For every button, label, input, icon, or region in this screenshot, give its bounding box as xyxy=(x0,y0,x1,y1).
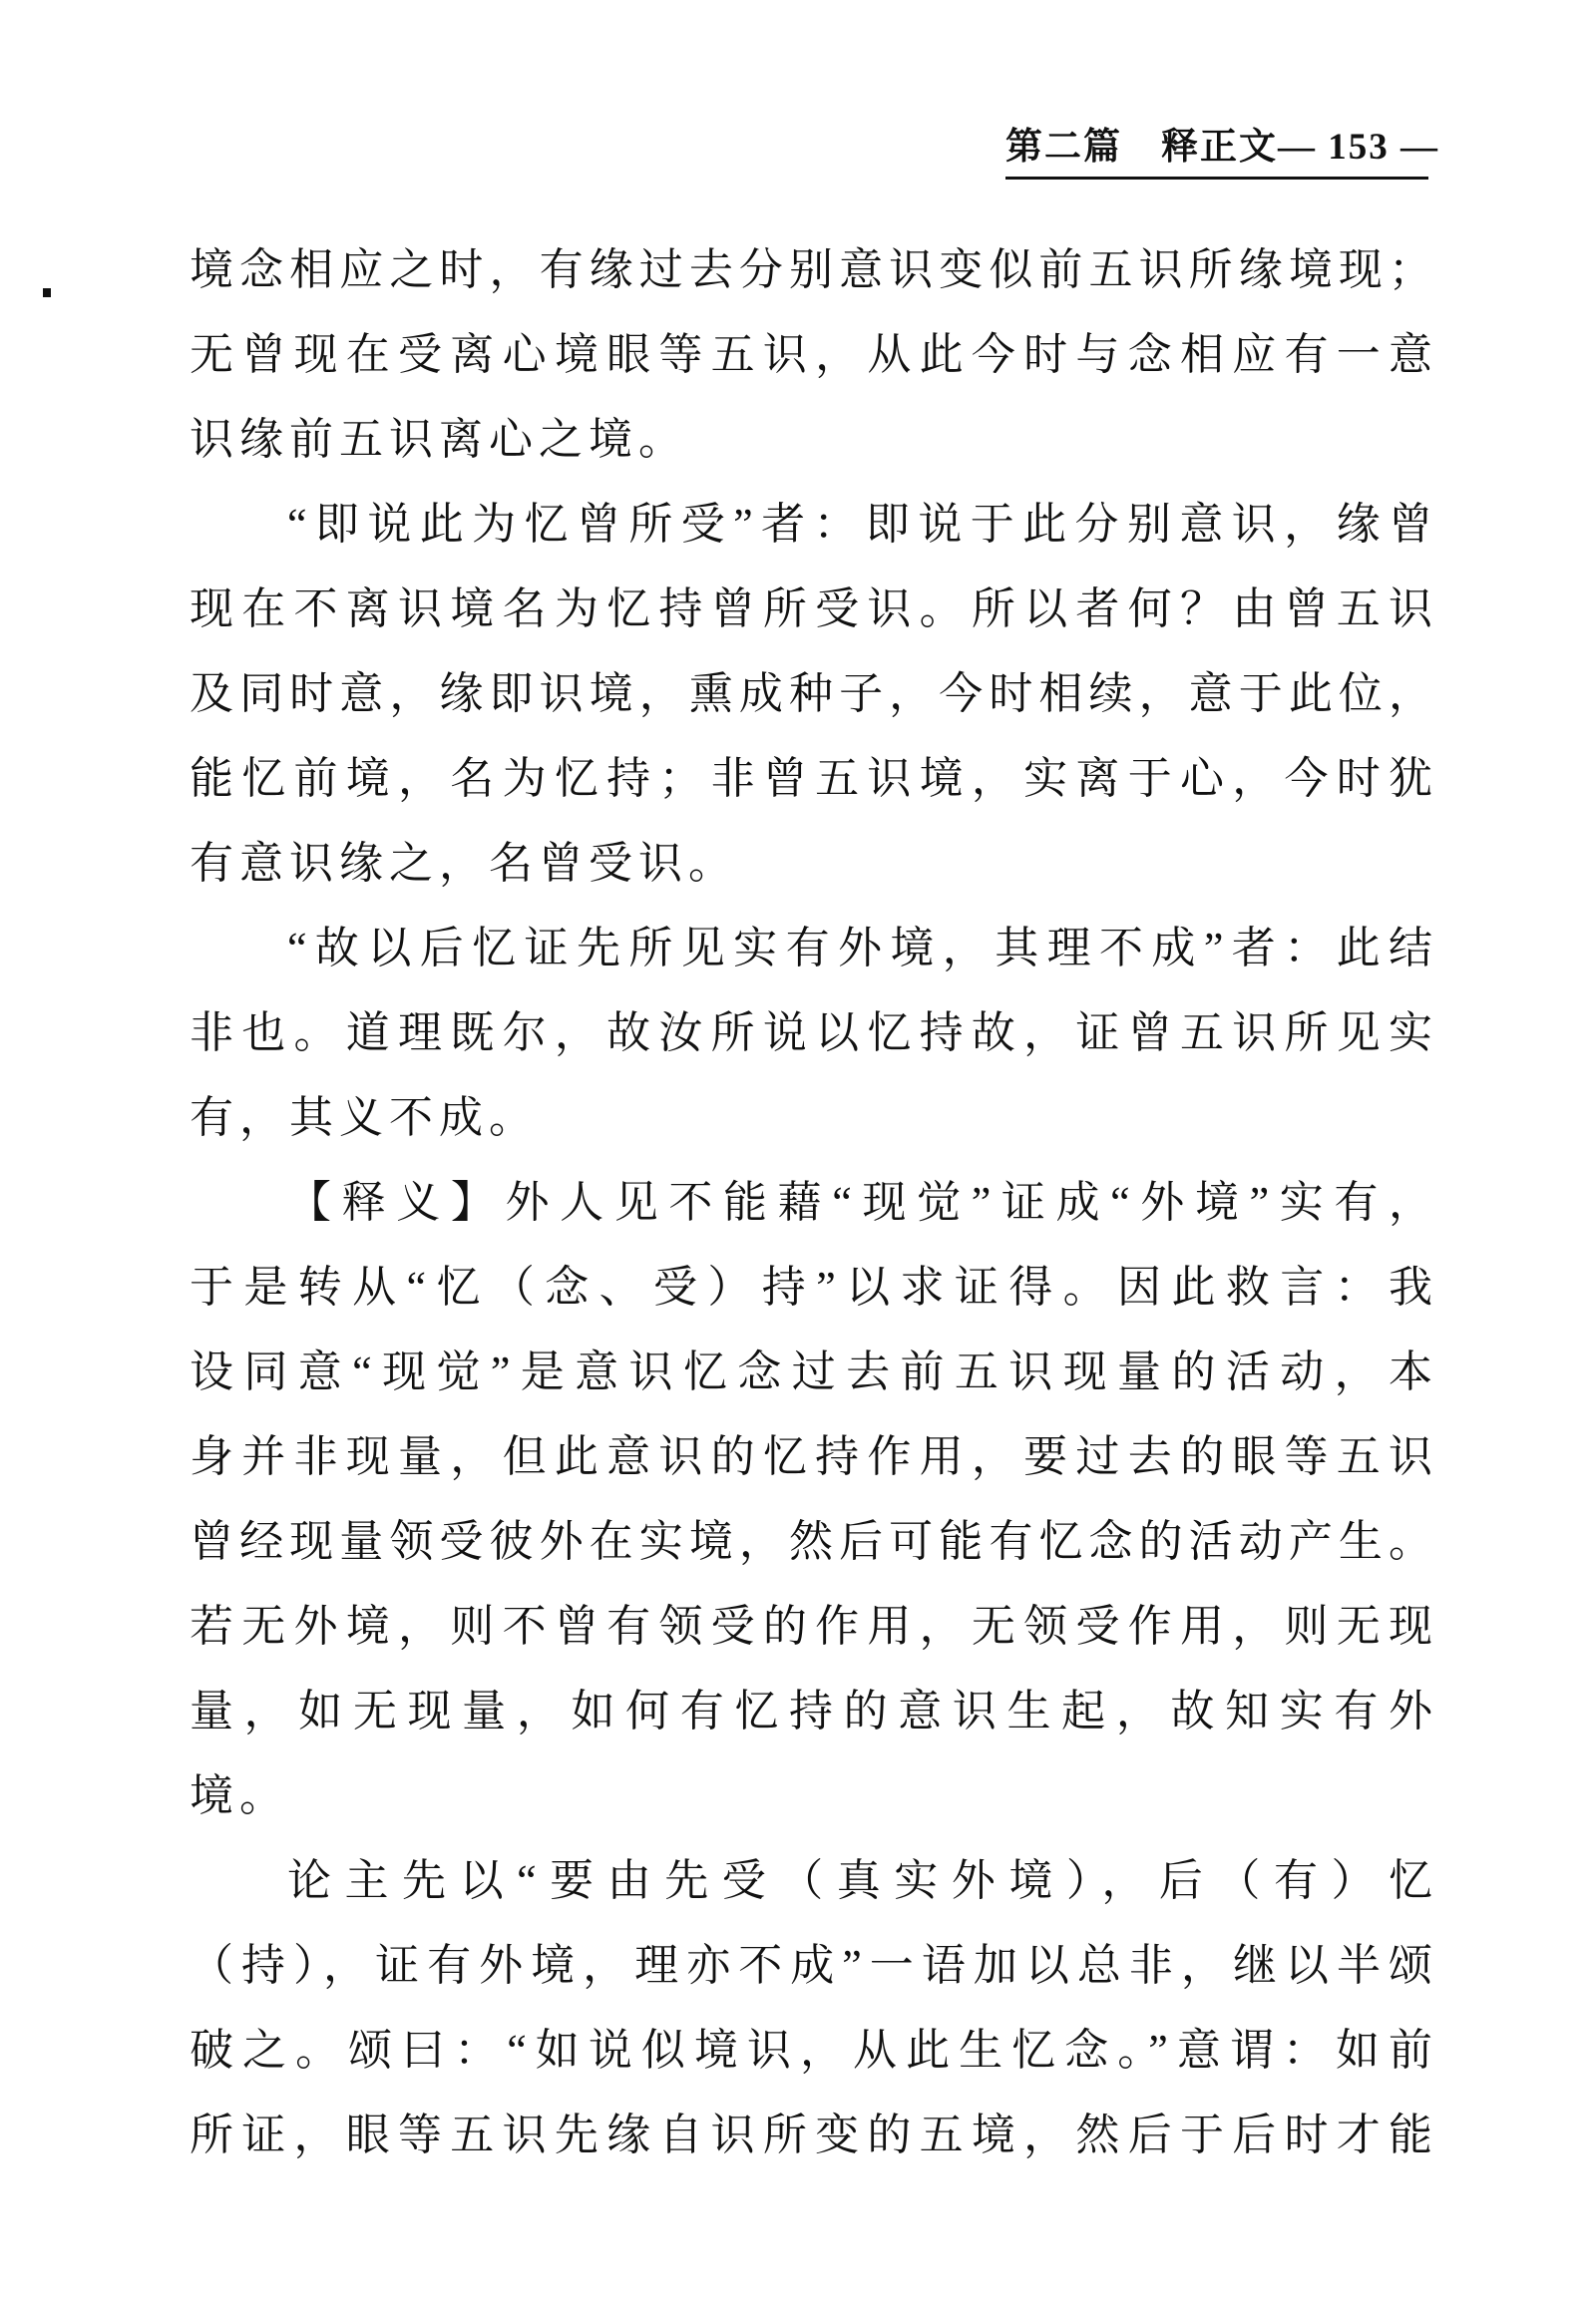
text-line: 【释义】外人见不能藉“现觉”证成“外境”实有， xyxy=(287,1178,1438,1227)
text-line: “故以后忆证先所见实有外境，其理不成”者：此结 xyxy=(287,924,1438,972)
text-line: 有意识缘之，名曾受识。 xyxy=(190,839,738,888)
text-line: 量，如无现量，如何有忆持的意识生起，故知实有外 xyxy=(190,1687,1438,1735)
text-line: 所证，眼等五识先缘自识所变的五境，然后于后时才能 xyxy=(190,2111,1438,2159)
page-body xyxy=(190,227,1438,2177)
text-line: 破之。颂曰：“如说似境识，从此生忆念。”意谓：如前 xyxy=(190,2026,1438,2075)
text-line: 现在不离识境名为忆持曾所受识。所以者何？由曾五识 xyxy=(190,584,1438,633)
text-line: 能忆前境，名为忆持；非曾五识境，实离于心，今时犹 xyxy=(190,754,1438,803)
text-line: 曾经现量领受彼外在实境，然后可能有忆念的活动产生。 xyxy=(190,1517,1438,1566)
text-line: 论主先以“要由先受（真实外境），后（有）忆 xyxy=(287,1856,1438,1905)
text-line: 识缘前五识离心之境。 xyxy=(190,415,688,464)
text-line: 于是转从“忆（念、受）持”以求证得。因此救言：我 xyxy=(190,1263,1438,1312)
text-line: 及同时意，缘即识境，熏成种子，今时相续，意于此位， xyxy=(190,669,1438,718)
text-line: 若无外境，则不曾有领受的作用，无领受作用，则无现 xyxy=(190,1602,1438,1651)
text-line: 非也。道理既尔，故汝所说以忆持故，证曾五识所见实 xyxy=(190,1008,1438,1057)
text-line: 无曾现在受离心境眼等五识，从此今时与念相应有一意 xyxy=(190,330,1438,379)
page-header: 第二篇 释正文— 153 — xyxy=(1005,128,1428,180)
text-line: 境念相应之时，有缘过去分别意识变似前五识所缘境现； xyxy=(190,245,1438,294)
text-line: 身并非现量，但此意识的忆持作用，要过去的眼等五识 xyxy=(190,1432,1438,1481)
text-line: 设同意“现觉”是意识忆念过去前五识现量的活动，本 xyxy=(190,1348,1438,1396)
text-line: （持），证有外境，理亦不成”一语加以总非，继以半颂 xyxy=(190,1941,1438,1990)
scan-speck-artifact xyxy=(43,288,51,297)
text-line: 有，其义不成。 xyxy=(190,1093,539,1142)
text-line: 境。 xyxy=(190,1771,289,1820)
text-line: “即说此为忆曾所受”者：即说于此分别意识，缘曾 xyxy=(287,500,1438,549)
